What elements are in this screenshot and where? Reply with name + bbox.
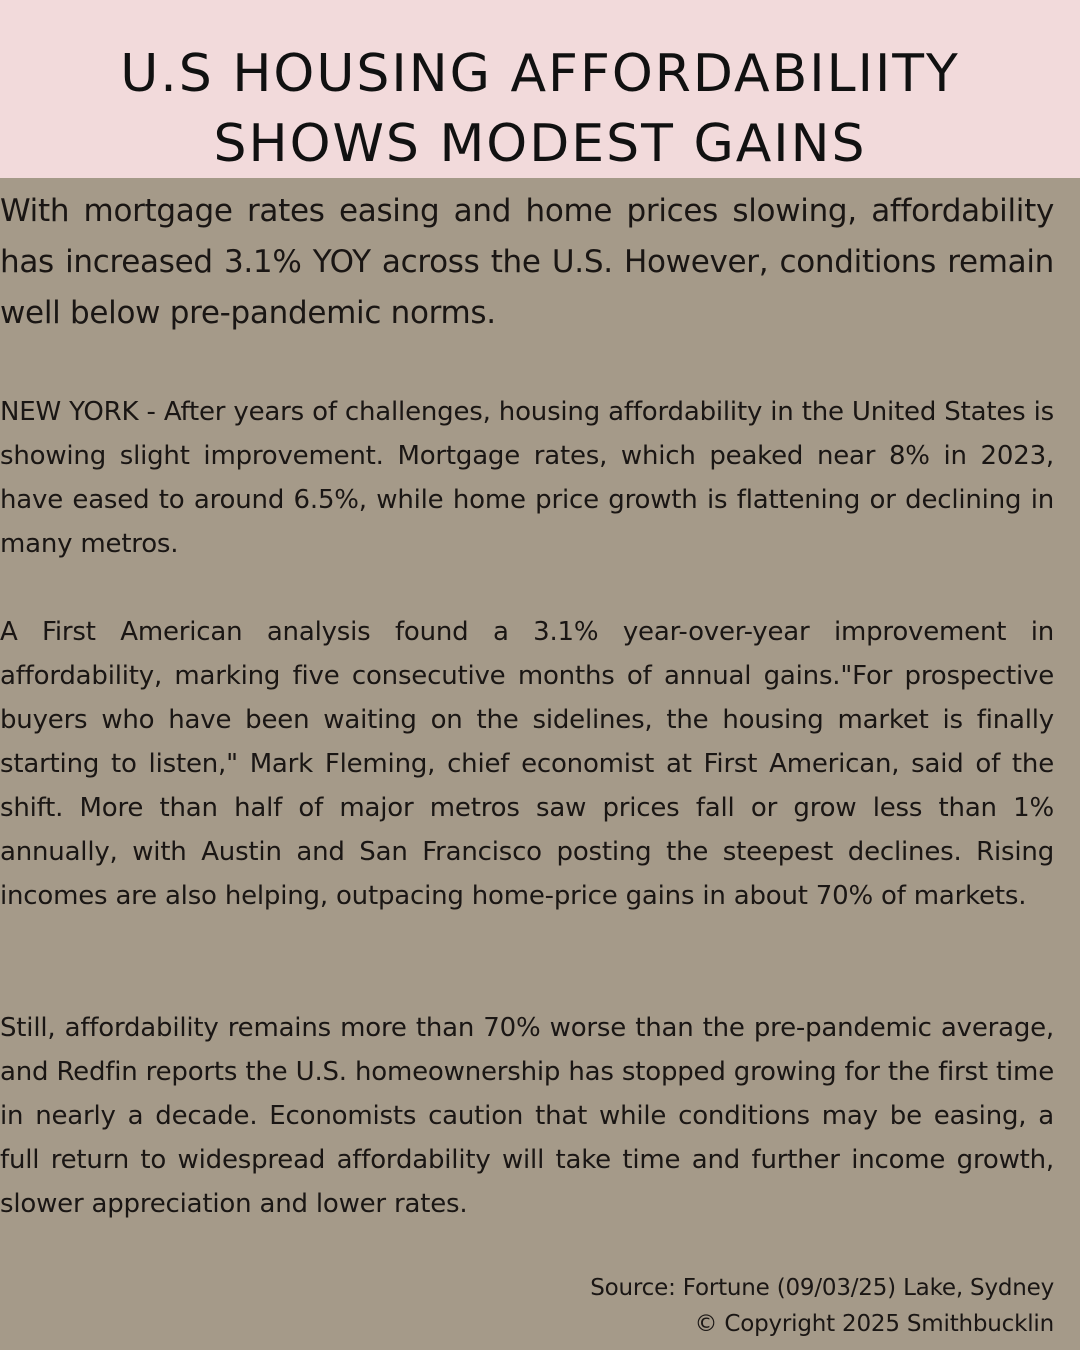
title-banner	[0, 0, 1080, 178]
body-paragraph-1: NEW YORK - After years of challenges, housing affordability in the United States is showing slight improvement. Mortgage rates, which peaked near 8% in 2023, have eased to around 6.5%, while home price growth is flattening or declining in many metros.	[0, 397, 1054, 559]
page-title-line-2: SHOWS MODEST GAINS	[213, 114, 867, 174]
source-credit: Source: Fortune (09/03/25) Lake, Sydney	[590, 1275, 1054, 1301]
page-title-line-1: U.S HOUSING AFFORDABILIITY	[120, 44, 960, 104]
body-paragraph-3: Still, affordability remains more than 70% worse than the pre-pandemic average, and Redfin reports the U.S. homeownership has stopped growing for the first time in nearly a decade. Economists caution that while conditions may be easing, a full return to widespread affordability will take time and further income growth, slower appreciation and lower rates.	[0, 1013, 1054, 1219]
body-paragraph-2: A First American analysis found a 3.1% year-over-year improvement in affordability, marking five consecutive months of annual gains."For prospective buyers who have been waiting on the sidelines, the housing market is finally starting to listen," Mark Fleming, chief economist at First American, said of the shift. More than half of major metros saw prices fall or grow less than 1% annually, with Austin and San Francisco posting the steepest declines. Rising incomes are also helping, outpacing home-price gains in about 70% of markets.	[0, 617, 1054, 911]
lead-paragraph: With mortgage rates easing and home prices slowing, affordability has increased 3.1% YOY across the U.S. However, conditions remain well below pre-pandemic norms.	[0, 193, 1054, 331]
copyright-notice: © Copyright 2025 Smithbucklin	[694, 1311, 1054, 1337]
